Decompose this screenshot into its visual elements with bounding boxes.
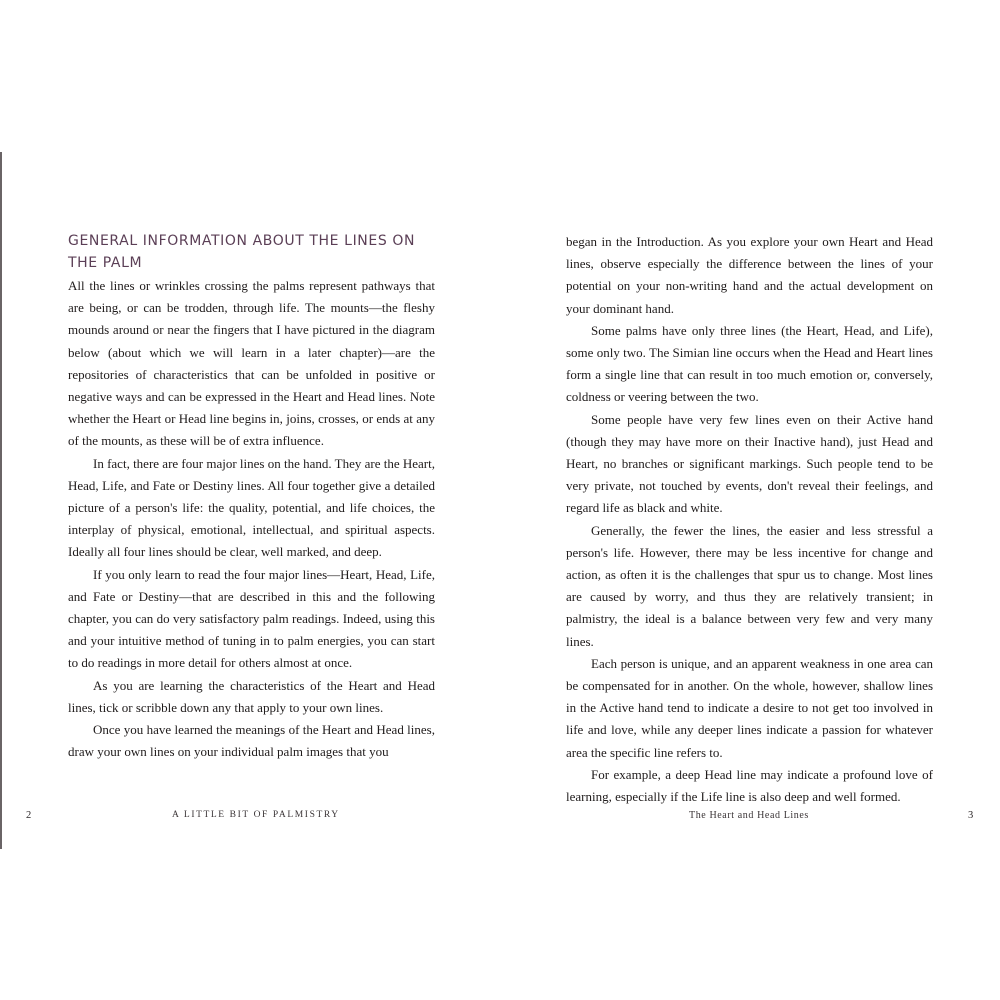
paragraph: Each person is unique, and an apparent weakness in one area can be compensated for in another. On the whole, however, shallow lines in the Active hand tend to indicate a desire to not get too involved in life and love, while any deeper lines indicate a passion for whatever area the specific line refers to. (566, 655, 933, 760)
paragraph: In fact, there are four major lines on the hand. They are the Heart, Head, Life, and Fate or Destiny lines. All four together give a detailed picture of a person's life: the quality, potential, and life choices, the interplay of physical, emotional, intellectual, and spiritual aspects. Ideally all four lines should be clear, well marked, and deep. (68, 455, 435, 560)
paragraph: Some people have very few lines even on their Active hand (though they may have more on their Inactive hand), just Head and Heart, no branches or significant markings. Such people tend to be very private, not touched by events, don't reveal their feelings, and regard life as black and white. (566, 411, 933, 516)
left-body-text (68, 275, 435, 763)
book-spread (0, 152, 1000, 849)
paragraph: began in the Introduction. As you explore your own Heart and Head lines, observe especially the difference between the lines of your potential on your non-writing hand and the actual development on your dominant hand. (566, 234, 933, 316)
page-number-right: 3 (968, 810, 974, 821)
section-heading: GENERAL INFORMATION ABOUT THE LINES ON THE PALM (68, 233, 416, 271)
right-page (500, 152, 1000, 849)
page-number-left: 2 (26, 810, 32, 821)
running-head-left: A LITTLE BIT OF PALMISTRY (172, 810, 340, 820)
paragraph: Some palms have only three lines (the Heart, Head, and Life), some only two. The Simian line occurs when the Head and Heart lines form a single line that can result in too much emotion or, conversely, coldness or veering between the two. (566, 322, 933, 405)
paragraph: All the lines or wrinkles crossing the palms represent pathways that are being, or can be trodden, through life. The mounts—the fleshy mounds around or near the fingers that I have pictured in the diagram below (about which we will learn in a later chapter)—are the repositories of characteristics that can be unfolded in positive or negative ways and can be expressed in the Heart and Head lines. Note whether the Heart or Head line begins in, joins, crosses, or ends at any of the mounts, as these will be of extra influence. (68, 278, 435, 449)
paragraph: Generally, the fewer the lines, the easier and less stressful a person's life. However, there may be less incentive for change and action, as often it is the challenges that spur us to change. Most lines are caused by worry, and thus they are relatively transient; in palmistry, the ideal is a balance between very few and very many lines. (566, 522, 933, 649)
paragraph: Once you have learned the meanings of the Heart and Head lines, draw your own lines on your individual palm images that you (68, 722, 435, 760)
paragraph: If you only learn to read the four major lines—Heart, Head, Life, and Fate or Destiny—that are described in this and the following chapter, you can do very satisfactory palm readings. Indeed, using this and your intuitive method of tuning in to palm energies, you can start to do readings in more detail for others almost at once. (68, 566, 435, 671)
left-page (2, 152, 500, 849)
running-head-right: The Heart and Head Lines (689, 810, 809, 821)
paragraph: As you are learning the characteristics of the Heart and Head lines, tick or scribble down any that apply to your own lines. (68, 677, 435, 715)
right-body-text (566, 231, 933, 808)
paragraph: For example, a deep Head line may indicate a profound love of learning, especially if the Life line is also deep and well formed. (566, 766, 933, 805)
